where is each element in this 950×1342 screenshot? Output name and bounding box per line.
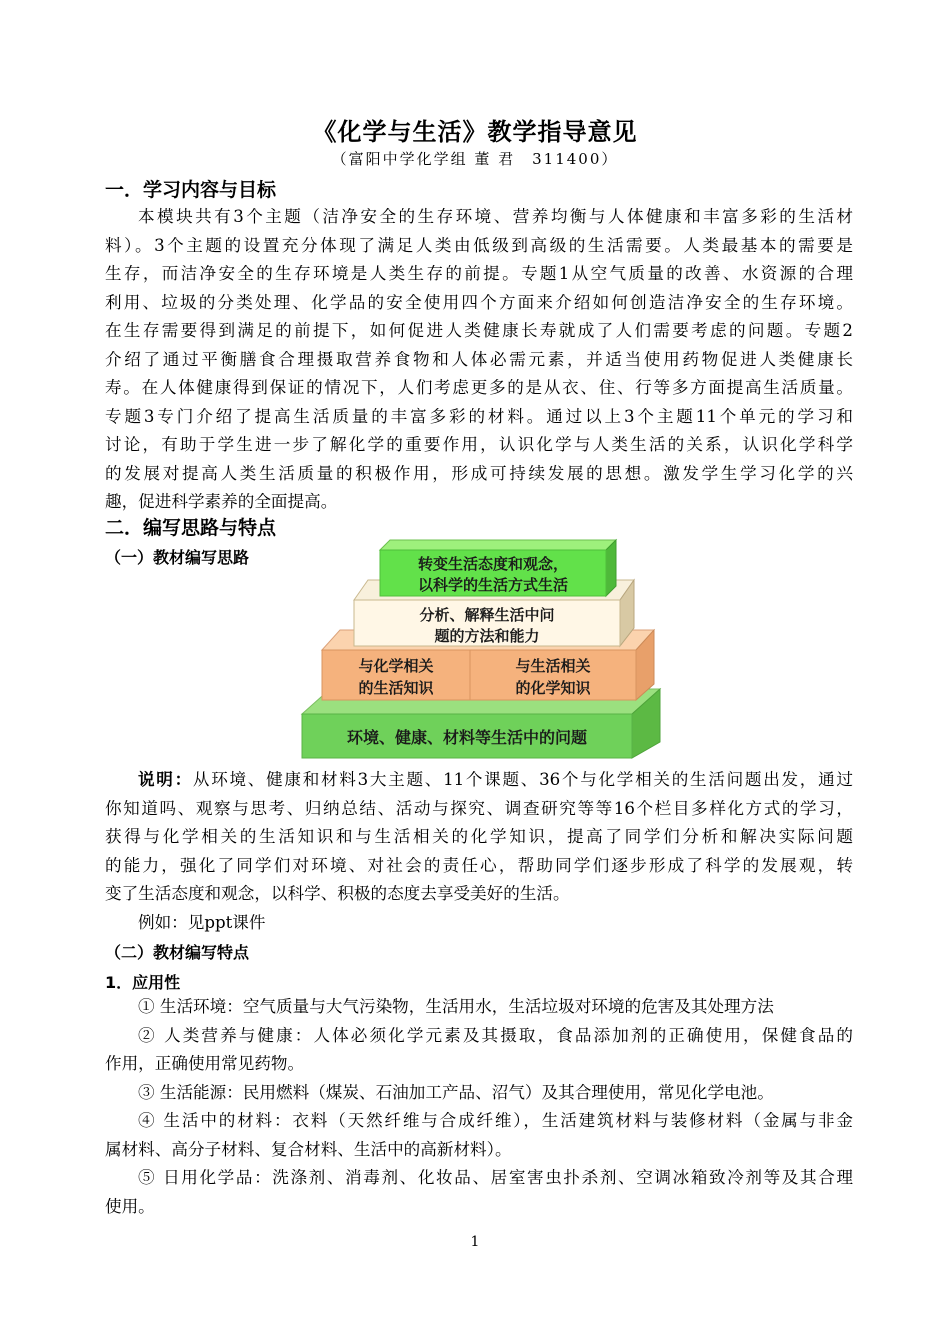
page-number: 1 <box>470 1234 480 1250</box>
paragraph-line: 你知道吗、观察与思考、归纳总结、活动与探究、调查研究等等16个栏目多样化方式的学习， <box>105 798 853 818</box>
pyramid-top-label-2: 以科学的生活方式生活 <box>417 576 569 594</box>
pyramid-right-label-1: 与生活相关 <box>515 657 591 675</box>
document-subtitle: （富阳中学化学组 董 君 311400） <box>331 150 619 168</box>
pyramid-top-label-1: 转变生活态度和观念， <box>417 555 569 573</box>
example-line <box>105 909 853 938</box>
pyramid-base-label: 环境、健康、材料等生活中的问题 <box>346 728 588 747</box>
list-item: ③ 生活能源：民用燃料（煤炭、石油加工产品、沼气）及其合理使用，常见化学电池。 <box>138 1082 774 1102</box>
section2-heading: 二．编写思路与特点 <box>105 517 277 539</box>
document-title: 《化学与生活》教学指导意见 <box>312 118 638 146</box>
pyramid-left-label-2: 的生活知识 <box>358 679 434 697</box>
paragraph-line: 的发展对提高人类生活质量的积极作用，形成可持续发展的思想。激发学生学习化学的兴 <box>105 463 853 483</box>
list-item-continuation: 使用。 <box>105 1196 155 1216</box>
pyramid-second-label-1: 分析、解释生活中问 <box>419 606 555 624</box>
paragraph-line: 变了生活态度和观念，以科学、积极的态度去享受美好的生活。 <box>105 884 570 903</box>
paragraph-line: 介绍了通过平衡膳食合理摄取营养食物和人体必需元素，并适当使用药物促进人类健康长 <box>105 349 853 369</box>
subsection-writing-approach: （一）教材编写思路 <box>105 548 250 567</box>
paragraph-line: 寿。在人体健康得到保证的情况下，人们考虑更多的是从衣、住、行等多方面提高生活质量。 <box>105 378 853 397</box>
list-item: ① 生活环境：空气质量与大气污染物，生活用水，生活垃圾对环境的危害及其处理方法 <box>138 997 774 1016</box>
paragraph-line: 本模块共有3个主题（洁净安全的生存环境、营养均衡与人体健康和丰富多彩的生活材 <box>138 207 853 226</box>
paragraph-line: 获得与化学相关的生活知识和与生活相关的化学知识，提高了同学们分析和解决实际问题 <box>105 827 853 846</box>
list-item: ⑤ 日用化学品：洗涤剂、消毒剂、化妆品、居室害虫扑杀剂、空调冰箱致冷剂等及其合理 <box>138 1168 853 1187</box>
note-text: 从环境、健康和材料3大主题、11个课题、36个与化学相关的生活问题出发，通过 <box>192 770 853 789</box>
paragraph-line <box>105 766 853 795</box>
pyramid-diagram <box>296 536 666 768</box>
pyramid-right-label-2: 的化学知识 <box>515 679 591 697</box>
section1-paragraph <box>105 203 853 517</box>
features-list <box>105 993 853 1221</box>
list-item: ④ 生活中的材料：衣料（天然纤维与合成纤维），生活建筑材料与装修材料（金属与非金 <box>138 1111 853 1130</box>
list-item: ② 人类营养与健康：人体必须化学元素及其摄取，食品添加剂的正确使用，保健食品的 <box>138 1025 853 1045</box>
note-paragraph <box>105 766 853 909</box>
paragraph-line: 利用、垃圾的分类处理、化学品的安全使用四个方面来介绍如何创造洁净安全的生存环境。 <box>105 292 853 312</box>
example-text: 例如：见ppt课件 <box>138 913 266 932</box>
paragraph-line: 生存，而洁净安全的生存环境是人类生存的前提。专题1从空气质量的改善、水资源的合理 <box>105 264 853 283</box>
paragraph-line: 趣，促进科学素养的全面提高。 <box>105 492 338 511</box>
section1-heading: 一．学习内容与目标 <box>105 179 277 201</box>
point-applicability: 1．应用性 <box>105 973 181 992</box>
list-item-continuation: 属材料、高分子材料、复合材料、生活中的高新材料）。 <box>105 1139 512 1159</box>
paragraph-line: 的能力，强化了同学们对环境、对社会的责任心，帮助同学们逐步形成了科学的发展观，转 <box>105 855 853 875</box>
list-item-continuation: 作用，正确使用常见药物。 <box>105 1054 305 1073</box>
paragraph-line: 讨论，有助于学生进一步了解化学的重要作用，认识化学与人类生活的关系，认识化学科学 <box>105 435 853 454</box>
paragraph-line: 专题3专门介绍了提高生活质量的丰富多彩的材料。通过以上3个主题11个单元的学习和 <box>105 406 853 426</box>
paragraph-line: 在生存需要得到满足的前提下，如何促进人类健康长寿就成了人们需要考虑的问题。专题2 <box>105 321 853 340</box>
subsection-features: （二）教材编写特点 <box>105 943 250 962</box>
pyramid-second-label-2: 题的方法和能力 <box>434 627 540 645</box>
paragraph-line: 料）。3个主题的设置充分体现了满足人类由低级到高级的生活需要。人类最基本的需要是 <box>105 235 853 255</box>
note-label: 说明： <box>138 770 193 789</box>
pyramid-left-label-1: 与化学相关 <box>358 657 434 675</box>
pyramid-top-tier <box>380 540 616 596</box>
